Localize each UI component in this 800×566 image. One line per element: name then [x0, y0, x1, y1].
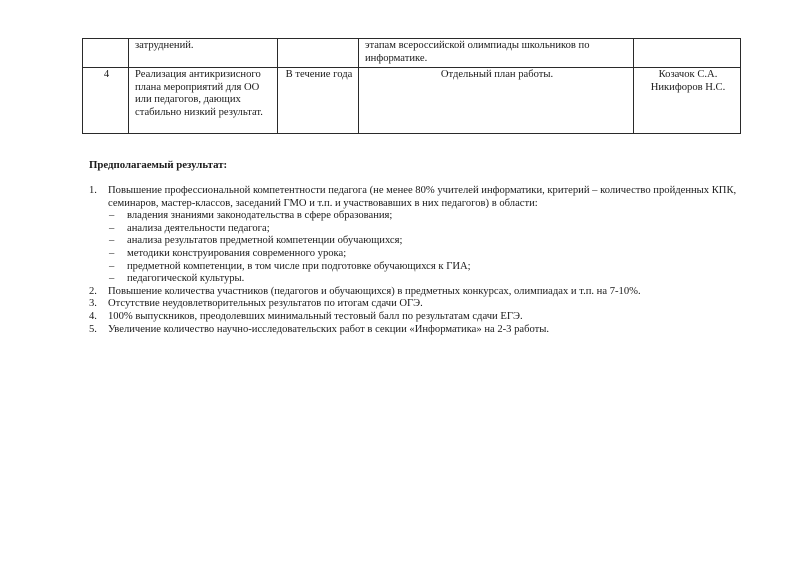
work-plan-table: [82, 38, 741, 134]
responsible-name: Никифоров Н.С.: [650, 81, 726, 93]
list-item-text: Повышение количества участников (педагогов и обучающихся) в предметных конкурсах, олимпиадах и т.п. на 7-10%.: [108, 285, 641, 297]
sub-item-text: методики конструирования современного урока;: [127, 247, 347, 259]
table-row: [83, 39, 741, 68]
list-number: 2.: [89, 285, 97, 297]
list-item-text: Отсутствие неудовлетворительных результатов по итогам сдачи ОГЭ.: [108, 298, 423, 310]
list-item: [89, 286, 754, 299]
row-number-cell: 4: [83, 68, 129, 134]
sub-list-item: [108, 273, 754, 286]
list-item-text: Увеличение количество научно-исследовательских работ в секции «Информатика» на 2-3 работы.: [108, 323, 550, 335]
sub-list-item: [108, 235, 754, 248]
period-cell: [278, 39, 359, 68]
expected-results-list: [89, 185, 754, 336]
sub-item-text: владения знаниями законодательства в сфере образования;: [127, 210, 393, 222]
list-number: 4.: [89, 310, 97, 322]
responsible-cell: [634, 68, 741, 134]
dash-bullet-icon: –: [109, 260, 115, 272]
list-number: 3.: [89, 298, 97, 310]
list-item: [89, 311, 754, 324]
sub-list-item: [108, 223, 754, 236]
sub-item-text: педагогической культуры.: [127, 273, 245, 285]
sub-item-text: предметной компетенции, в том числе при подготовке обучающихся к ГИА;: [127, 260, 471, 272]
period-cell: В течение года: [278, 68, 359, 134]
list-item: [89, 324, 754, 337]
row-number-cell: [83, 39, 129, 68]
list-item-text: 100% выпускников, преодолевших минимальный тестовый балл по результатам сдачи ЕГЭ.: [108, 310, 523, 322]
responsible-name: Козачок С.А.: [658, 69, 718, 80]
dash-bullet-icon: –: [109, 247, 115, 259]
sub-list-item: [108, 261, 754, 274]
dash-bullet-icon: –: [109, 273, 115, 285]
form-cell: Отдельный план работы.: [359, 68, 634, 134]
dash-bullet-icon: –: [109, 222, 115, 234]
responsible-cell: [634, 39, 741, 68]
sub-item-text: анализа результатов предметной компетенции обучающихся;: [127, 235, 403, 247]
form-cell: этапам всероссийской олимпиады школьников по информатике.: [359, 39, 634, 68]
sub-list-item: [108, 210, 754, 223]
dash-bullet-icon: –: [109, 235, 115, 247]
sub-list-item: [108, 248, 754, 261]
list-number: 5.: [89, 323, 97, 335]
sub-item-text: анализа деятельности педагога;: [127, 222, 270, 234]
activity-cell: Реализация антикризисного плана мероприятий для ОО или педагогов, дающих стабильно низкий результат.: [129, 68, 278, 134]
table-row: [83, 68, 741, 134]
list-number: 1.: [89, 185, 97, 196]
list-item: [89, 298, 754, 311]
list-item-text: Повышение профессиональной компетентности педагога (не менее 80% учителей информатики, критерий – количество пройденных КПК, семинаров, мастер-классов, заседаний ГМО и т.п. и участвовавших в них педагогов) в области:: [108, 185, 737, 209]
activity-cell: затруднений.: [129, 39, 278, 68]
list-item: [89, 185, 754, 286]
sub-list: [108, 210, 754, 286]
dash-bullet-icon: –: [109, 210, 115, 222]
expected-result-heading: Предполагаемый результат:: [89, 159, 228, 171]
